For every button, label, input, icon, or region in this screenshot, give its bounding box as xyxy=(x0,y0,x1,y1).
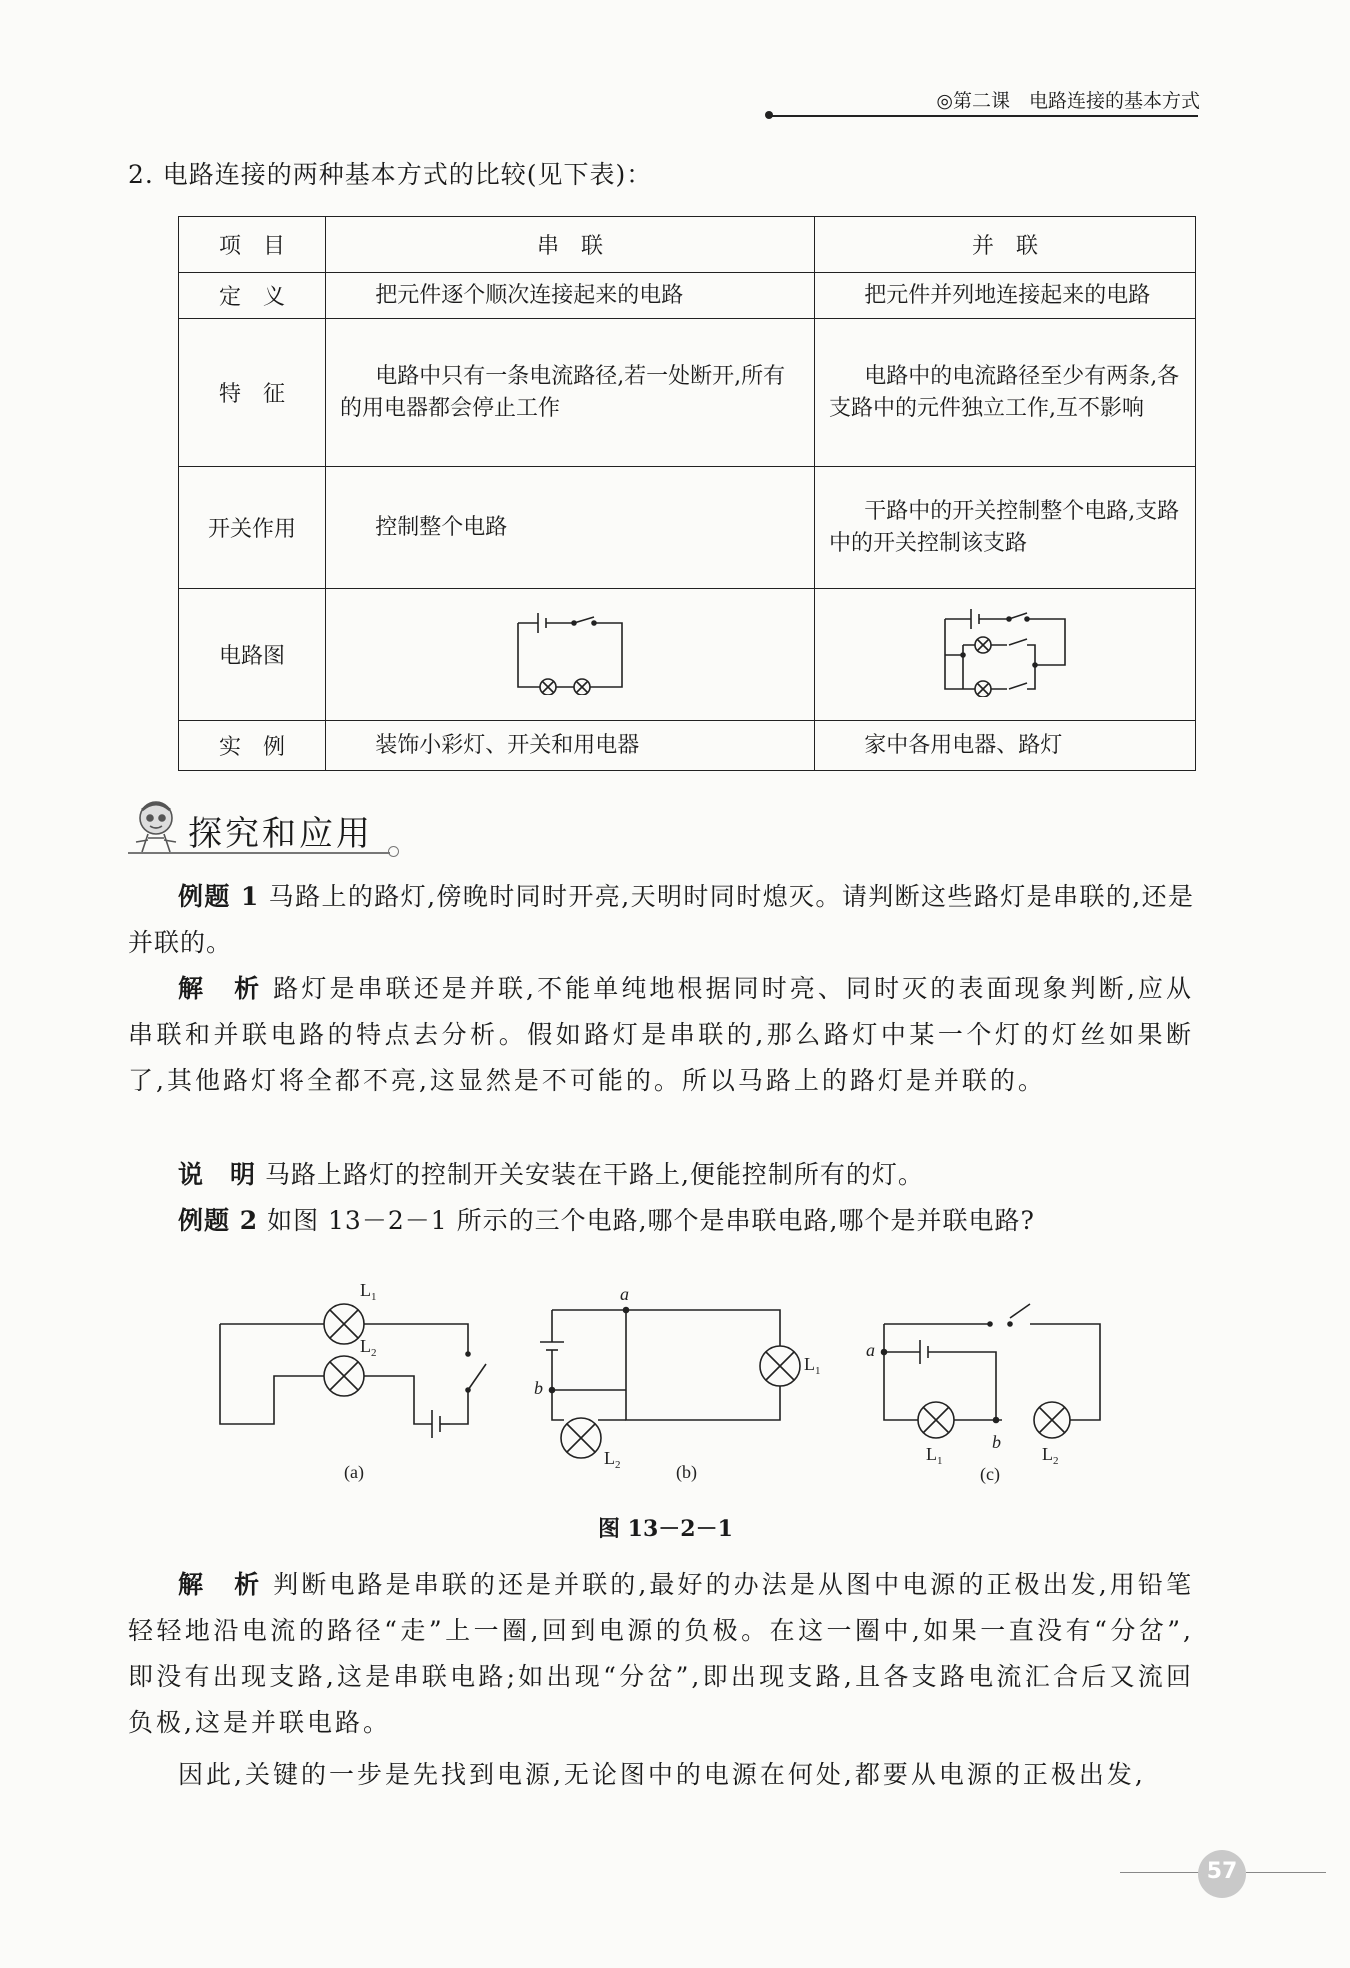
parallel-cell: 电路中的电流路径至少有两条,各支路中的元件独立工作,互不影响 xyxy=(815,319,1196,467)
table-row xyxy=(179,273,1196,319)
label-b-c: b xyxy=(992,1432,1001,1452)
section-title: 探究和应用 xyxy=(188,814,373,854)
caption-c: (c) xyxy=(980,1464,1000,1484)
item-2-heading: 2. 电路连接的两种基本方式的比较(见下表)： xyxy=(128,160,653,189)
row-label: 开关作用 xyxy=(179,467,326,589)
row-label: 电路图 xyxy=(179,589,326,721)
series-circuit-diagram xyxy=(326,589,815,721)
parallel-cell: 干路中的开关控制整个电路,支路中的开关控制该支路 xyxy=(815,467,1196,589)
header-dot xyxy=(765,111,773,119)
analysis-1-text: 路灯是串联还是并联,不能单纯地根据同时亮、同时灭的表面现象判断,应从串联和并联电路的特点去分析。假如路灯是串联的,那么路灯中某一个灯的灯丝如果断了,其他路灯将全都不亮,这显然是不可能的。所以马路上的路灯是并联的。 xyxy=(128,974,1194,1095)
example-2-label: 例题 2 xyxy=(178,1206,259,1235)
example-2 xyxy=(128,1198,1194,1244)
example-1-label: 例题 1 xyxy=(178,882,260,911)
caption-b: (b) xyxy=(676,1462,697,1482)
page-rule-right xyxy=(1246,1872,1326,1873)
series-circuit-icon xyxy=(510,609,630,695)
page-rule-left xyxy=(1120,1872,1200,1873)
parallel-circuit-icon xyxy=(935,607,1075,697)
parallel-cell: 把元件并列地连接起来的电路 xyxy=(815,273,1196,319)
analysis-2-text: 判断电路是串联的还是并联的,最好的办法是从图中电源的正极出发,用铅笔轻轻地沿电流的路径“走”上一圈,回到电源的负极。在这一圈中,如果一直没有“分岔”,即没有出现支路,这是串联电路;如出现“分岔”,即出现支路,且各支路电流汇合后又流回负极,这是并联电路。 xyxy=(128,1570,1194,1737)
label-a-b: a xyxy=(620,1284,629,1304)
section-rule xyxy=(128,852,390,854)
analysis-1-label: 解 析 xyxy=(178,974,263,1003)
label-L2-b: $L_2$ xyxy=(604,1448,621,1471)
label-L1-c: $L_1$ xyxy=(926,1444,943,1467)
circuit-c xyxy=(882,1304,1101,1438)
parallel-cell: 家中各用电器、路灯 xyxy=(815,721,1196,771)
label-L1-a: $L_1$ xyxy=(360,1280,377,1303)
comparison-table xyxy=(178,216,1196,771)
example-1 xyxy=(128,874,1194,966)
series-cell: 装饰小彩灯、开关和用电器 xyxy=(326,721,815,771)
label-L2-c: $L_2$ xyxy=(1042,1444,1059,1467)
example-2-text: 如图 13－2－1 所示的三个电路,哪个是串联电路,哪个是并联电路? xyxy=(267,1206,1035,1235)
table-row xyxy=(179,319,1196,467)
lesson-header: ◎第二课 电路连接的基本方式 xyxy=(936,90,1200,112)
series-cell: 把元件逐个顺次连接起来的电路 xyxy=(326,273,815,319)
analysis-1 xyxy=(128,966,1194,1104)
circuit-a xyxy=(220,1304,486,1438)
section-rule-end xyxy=(388,846,399,857)
note-label: 说 明 xyxy=(178,1160,257,1189)
example-1-text: 马路上的路灯,傍晚时同时开亮,天明时同时熄灭。请判断这些路灯是串联的,还是并联的。 xyxy=(128,882,1194,957)
header-rule xyxy=(768,115,1198,117)
row-label: 定 义 xyxy=(179,273,326,319)
paragraph-last: 因此,关键的一步是先找到电源,无论图中的电源在何处,都要从电源的正极出发, xyxy=(178,1760,1146,1789)
label-L1-b: $L_1$ xyxy=(804,1354,821,1377)
header-item: 项 目 xyxy=(179,217,326,273)
series-cell: 电路中只有一条电流路径,若一处断开,所有的用电器都会停止工作 xyxy=(326,319,815,467)
label-b-b: b xyxy=(534,1378,543,1398)
page-number: 57 xyxy=(1206,1859,1238,1884)
label-a-c: a xyxy=(866,1340,875,1360)
header-parallel: 并 联 xyxy=(815,217,1196,273)
circuit-b xyxy=(540,1308,800,1459)
table-row xyxy=(179,721,1196,771)
table-row xyxy=(179,589,1196,721)
parallel-circuit-diagram xyxy=(815,589,1196,721)
caption-a: (a) xyxy=(344,1462,364,1482)
label-L2-a: $L_2$ xyxy=(360,1336,377,1359)
row-label: 实 例 xyxy=(179,721,326,771)
analysis-2 xyxy=(128,1562,1194,1746)
row-label: 特 征 xyxy=(179,319,326,467)
analysis-2-label: 解 析 xyxy=(178,1570,263,1599)
table-row xyxy=(179,467,1196,589)
table-header-row xyxy=(179,217,1196,273)
series-cell: 控制整个电路 xyxy=(326,467,815,589)
figure-title: 图 13－2－1 xyxy=(598,1516,733,1542)
mascot-icon xyxy=(126,796,186,860)
figure-13-2-1 xyxy=(200,1270,1120,1500)
header-series: 串 联 xyxy=(326,217,815,273)
note-text: 马路上路灯的控制开关安装在干路上,便能控制所有的灯。 xyxy=(264,1160,924,1189)
note xyxy=(128,1152,1194,1198)
